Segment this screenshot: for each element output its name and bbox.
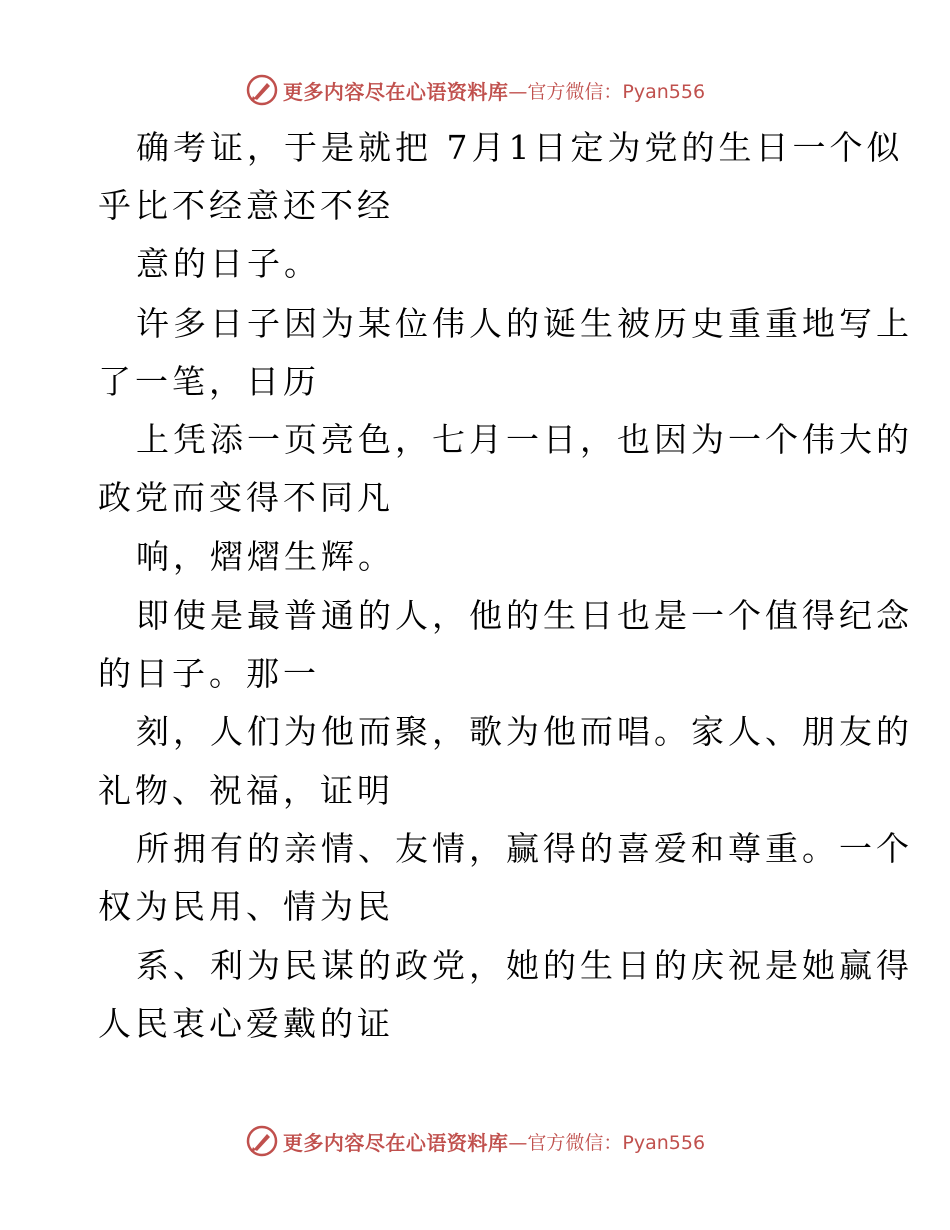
text-line: 确考证，于是就把 7月1日定为党的生日一个似	[136, 128, 904, 167]
banner-title: 更多内容尽在心语资料库	[282, 1130, 509, 1155]
text-line: 所拥有的亲情、友情，赢得的喜爱和尊重。一个	[136, 829, 913, 868]
text-line: 意的日子。	[136, 244, 321, 283]
pen-nib-logo-icon	[245, 73, 279, 107]
pen-nib-logo-icon	[245, 1124, 279, 1158]
text-line: 响，熠熠生辉。	[136, 537, 395, 576]
banner-title: 更多内容尽在心语资料库	[282, 79, 509, 104]
text-line: 礼物、祝福，证明	[98, 771, 394, 810]
text-line: 许多日子因为某位伟人的诞生被历史重重地写上	[136, 304, 913, 343]
text-line: 了一笔，日历	[98, 362, 320, 401]
text-line: 政党而变得不同凡	[98, 478, 394, 517]
text-line: 人民衷心爱戴的证	[98, 1004, 394, 1043]
text-line: 乎比不经意还不经	[98, 186, 394, 225]
header-banner	[0, 70, 950, 110]
text-line: 上凭添一页亮色，七月一日，也因为一个伟大的	[136, 420, 913, 459]
banner-wechat: —官方微信：Pyan556	[508, 1131, 706, 1154]
banner-wechat: —官方微信：Pyan556	[508, 80, 706, 103]
text-line: 的日子。那一	[98, 654, 320, 693]
text-line: 即使是最普通的人，他的生日也是一个值得纪念	[136, 596, 913, 635]
text-line: 权为民用、情为民	[98, 887, 394, 926]
text-line: 系、利为民谋的政党，她的生日的庆祝是她赢得	[136, 946, 913, 985]
footer-banner	[0, 1121, 950, 1161]
text-line: 刻，人们为他而聚，歌为他而唱。家人、朋友的	[136, 712, 913, 751]
